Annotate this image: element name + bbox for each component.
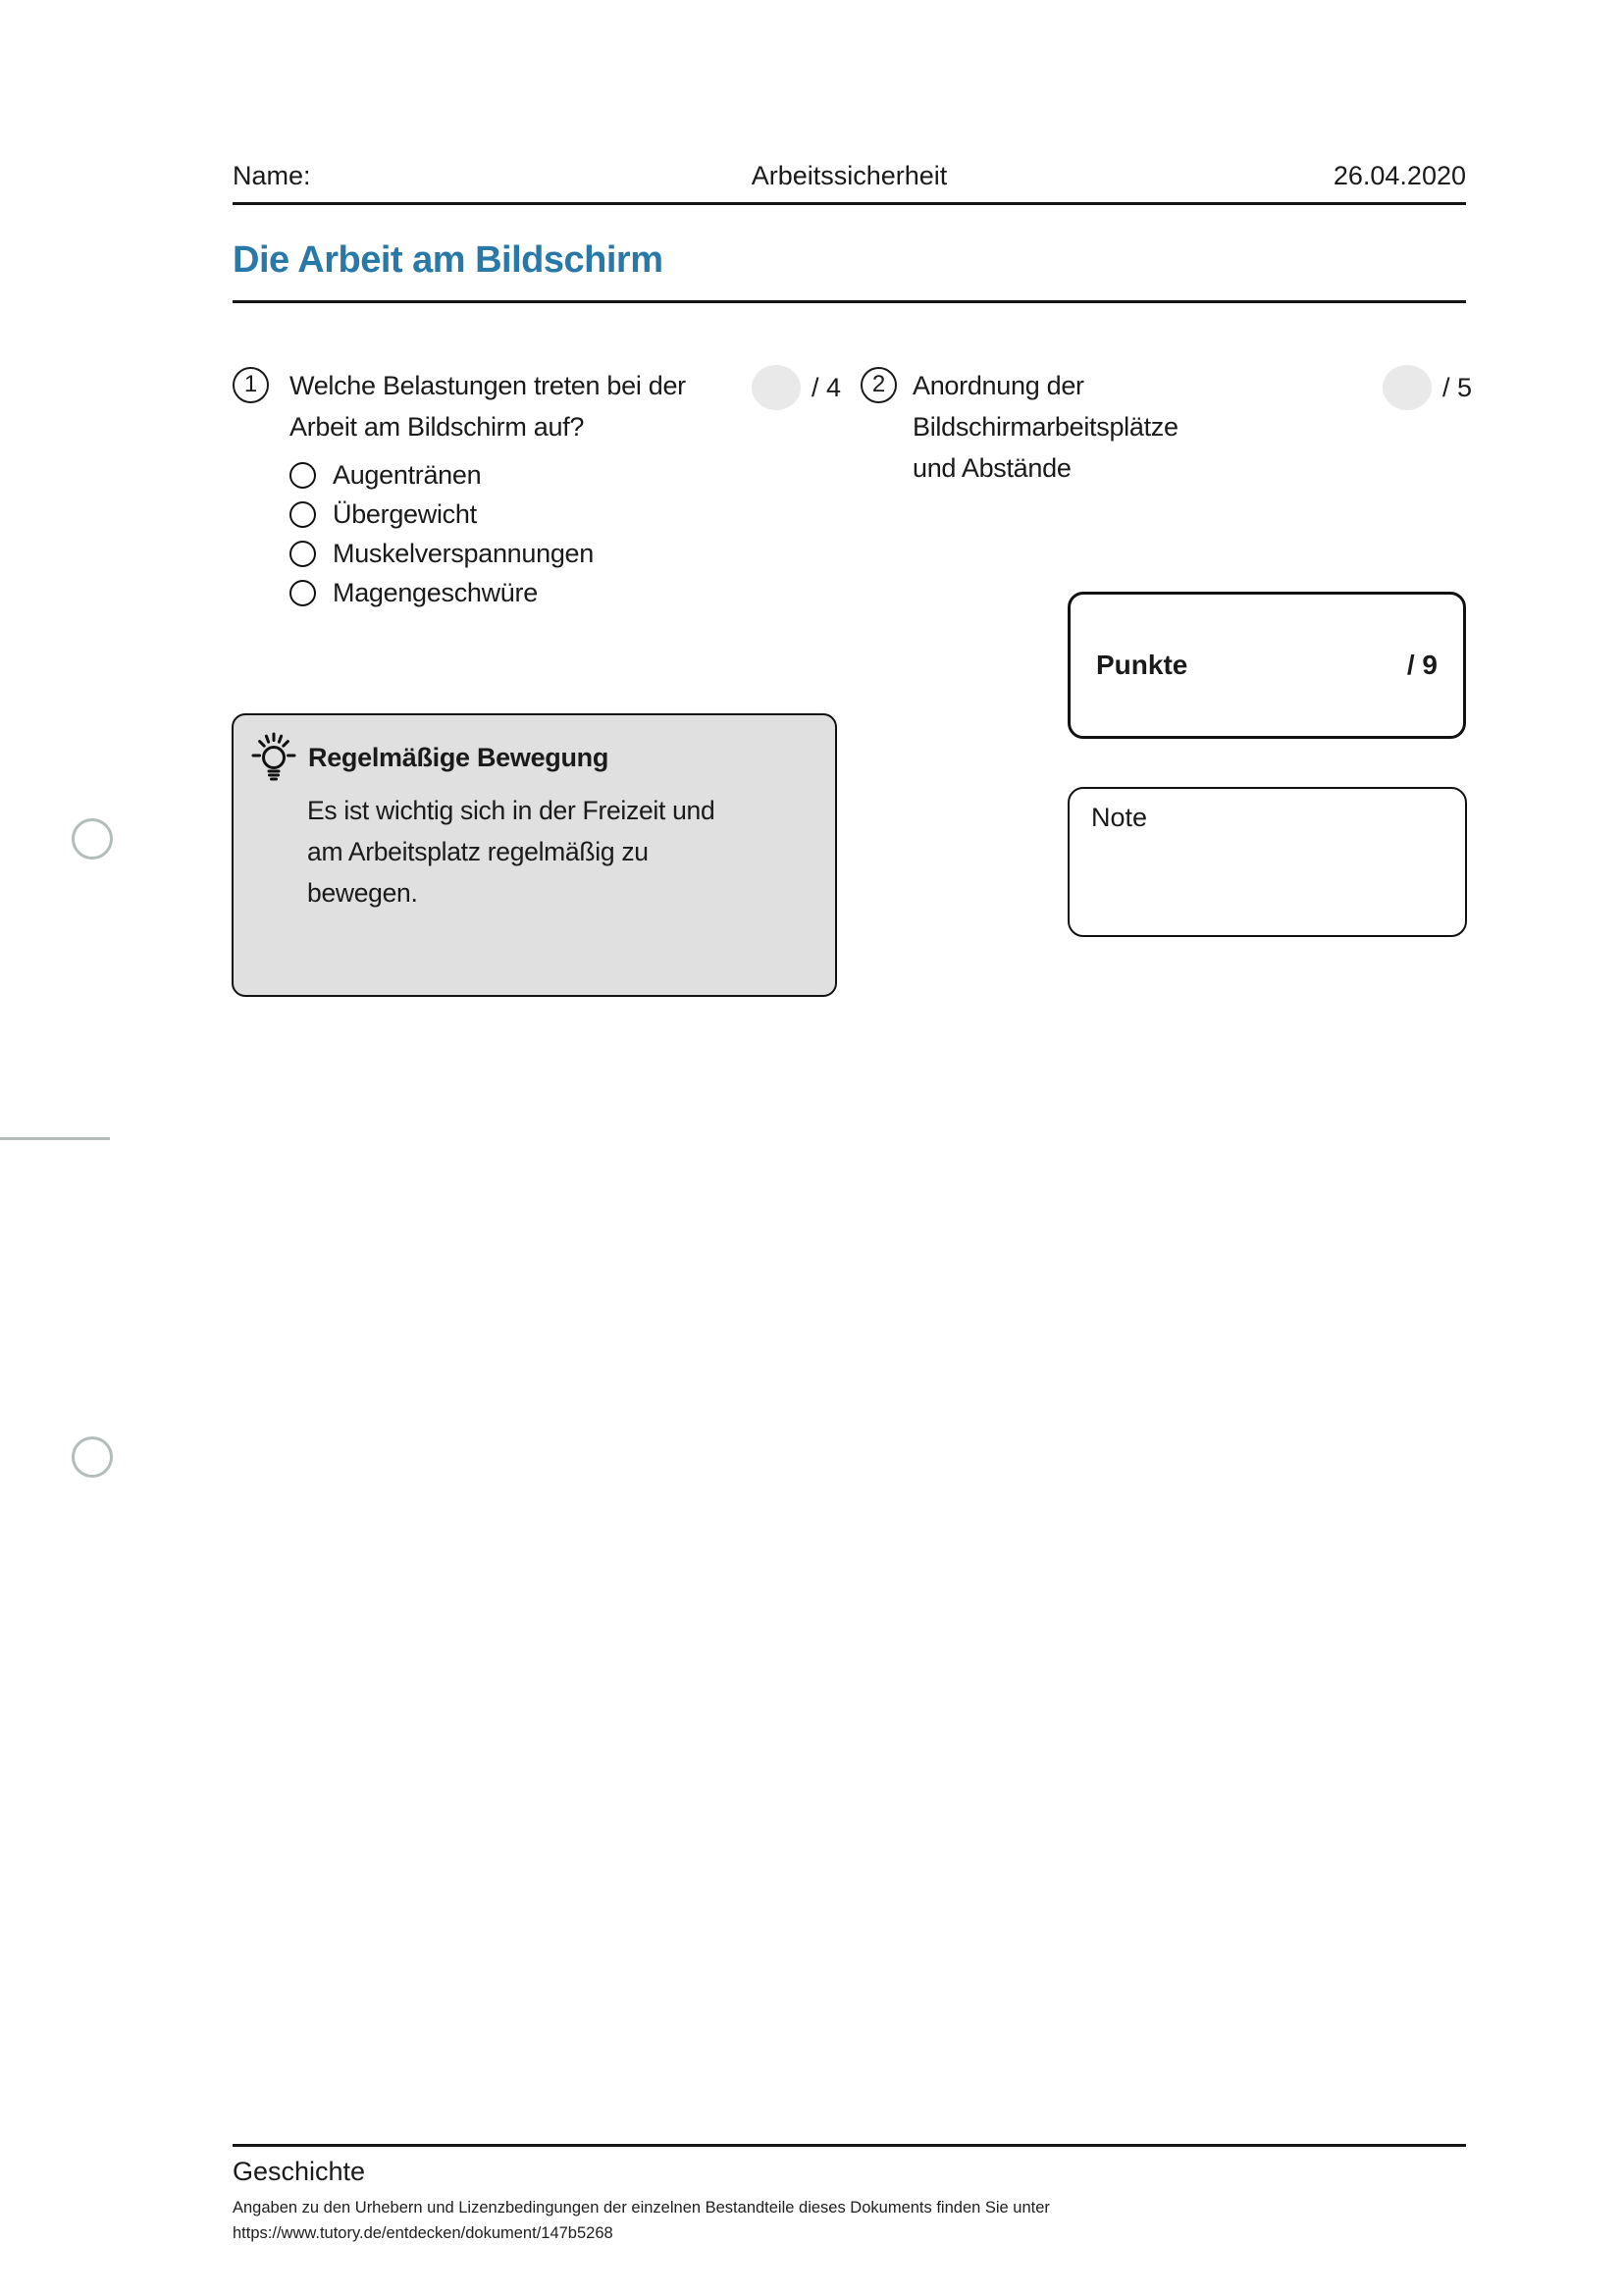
- radio-circle-icon[interactable]: [289, 541, 316, 567]
- tip-body-line: bewegen.: [307, 878, 418, 908]
- answer-option[interactable]: [289, 579, 841, 606]
- tip-box-head: [249, 731, 815, 784]
- points-field: [752, 365, 801, 410]
- answer-options: [289, 461, 841, 606]
- score-label: Punkte: [1096, 650, 1188, 680]
- lightbulb-icon: [249, 731, 298, 784]
- note-box: [1068, 787, 1467, 937]
- question-text: [913, 365, 1246, 489]
- question-1-head: [233, 365, 841, 447]
- header-subject: Arbeitssicherheit: [751, 161, 948, 190]
- header-date: 26.04.2020: [1333, 161, 1466, 190]
- answer-option[interactable]: [289, 461, 841, 489]
- score-box: [1068, 592, 1466, 739]
- question-points: [1383, 365, 1472, 410]
- radio-circle-icon[interactable]: [289, 462, 316, 489]
- answer-option-label: Augentränen: [333, 459, 482, 490]
- points-field: [1383, 365, 1432, 410]
- name-label: Name:: [233, 161, 311, 190]
- score-max-value: / 9: [1406, 650, 1438, 680]
- question-text-line: Anordnung der: [913, 371, 1084, 400]
- footer-license: [233, 2195, 1050, 2246]
- punch-hole-mark: [72, 1436, 113, 1478]
- answer-option[interactable]: [289, 540, 841, 567]
- radio-circle-icon[interactable]: [289, 501, 316, 528]
- fold-mark: [0, 1137, 110, 1140]
- question-2: [861, 365, 1472, 489]
- footer-license-url: https://www.tutory.de/entdecken/dokument/147b5268: [233, 2224, 613, 2242]
- answer-option-label: Übergewicht: [333, 498, 477, 529]
- title-divider: [233, 300, 1466, 303]
- answer-option[interactable]: [289, 500, 841, 528]
- points-max-label: / 5: [1441, 372, 1472, 402]
- question-2-head: [861, 365, 1472, 489]
- tip-title: Regelmäßige Bewegung: [308, 742, 609, 772]
- footer-subject: Geschichte: [233, 2157, 366, 2186]
- question-text: [289, 365, 733, 447]
- tip-body-line: am Arbeitsplatz regelmäßig zu: [307, 837, 649, 866]
- question-text-line: Bildschirmarbeitsplätze: [913, 412, 1179, 442]
- tip-box: [232, 713, 837, 997]
- page-title: Die Arbeit am Bildschirm: [233, 239, 663, 281]
- question-text-line: Arbeit am Bildschirm auf?: [289, 412, 585, 442]
- answer-option-label: Magengeschwüre: [333, 577, 538, 607]
- question-text-line: Welche Belastungen treten bei der: [289, 371, 686, 400]
- note-label: Note: [1091, 803, 1148, 832]
- question-number-badge: 2: [861, 367, 897, 403]
- question-text-line: und Abstände: [913, 453, 1072, 483]
- footer-divider: [233, 2144, 1466, 2147]
- footer-license-line: Angaben zu den Urhebern und Lizenzbedingungen der einzelnen Bestandteile dieses Dokuments finden Sie unter: [233, 2199, 1050, 2217]
- radio-circle-icon[interactable]: [289, 580, 316, 606]
- points-max-label: / 4: [811, 372, 841, 402]
- page-header: [233, 161, 1466, 196]
- question-points: [752, 365, 841, 410]
- punch-hole-mark: [72, 818, 113, 860]
- answer-option-label: Muskelverspannungen: [333, 538, 594, 568]
- question-number-badge: 1: [233, 367, 269, 403]
- tip-body: [307, 790, 815, 913]
- header-divider: [233, 202, 1466, 205]
- tip-body-line: Es ist wichtig sich in der Freizeit und: [307, 796, 715, 825]
- question-1: [233, 365, 841, 618]
